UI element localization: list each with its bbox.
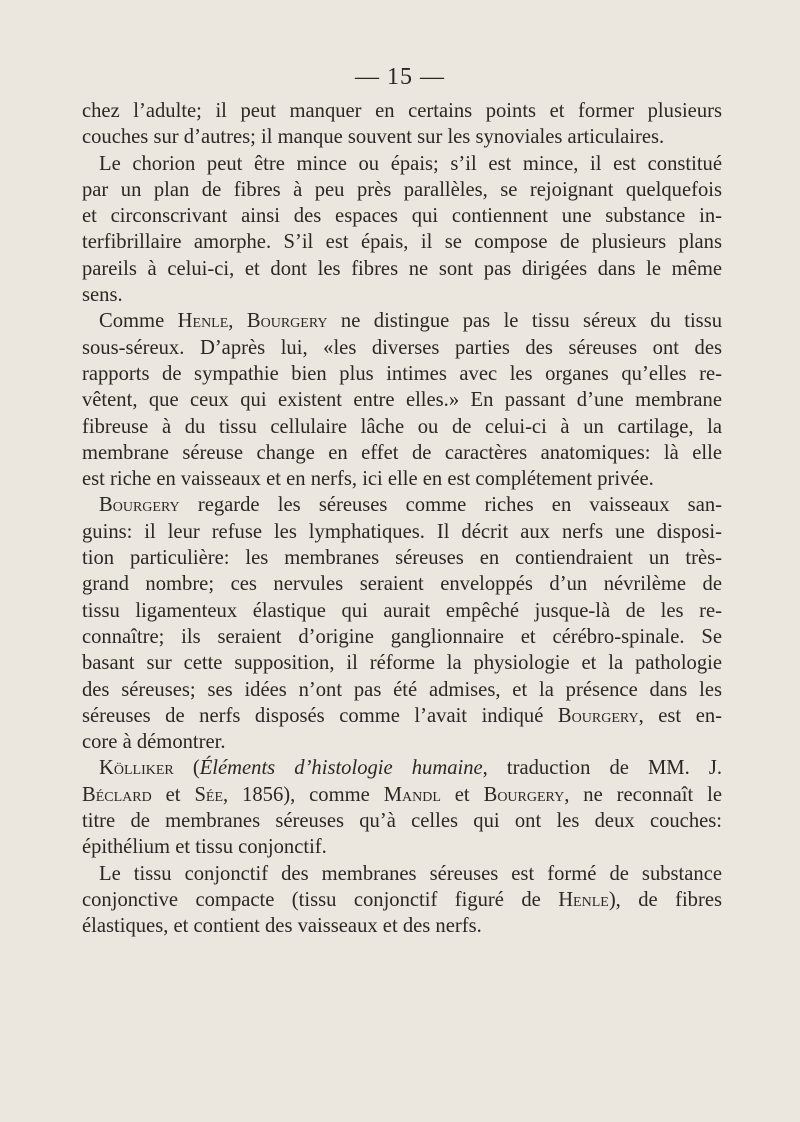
text-line [82,361,722,387]
text-segment: chez l’adulte; il peut manquer en certains points et former plusieurs [82,100,722,122]
text-line [82,124,722,150]
text-segment: et circonscrivant ainsi des espaces qui contiennent une substance in- [82,205,722,228]
text-segment: , est en- [638,704,722,727]
text-segment: Comme [99,310,178,333]
author-name: Mandl [383,783,441,806]
text-segment: , [228,310,247,333]
text-segment: ), de fibres [608,888,722,911]
text-segment: des séreuses; ses idées n’ont pas été admises, et la présence dans les [82,678,722,701]
text-line [82,861,722,887]
author-name: Bourgery [483,783,565,806]
text-line [82,887,722,913]
text-segment: par un plan de fibres à peu près parallèles, se rejoignant quelquefois [82,178,722,201]
author-name: Bourgery [99,494,180,517]
text-segment: conjonctive compacte (tissu conjonctif figuré de [82,888,559,911]
author-name: Kölliker [99,757,174,780]
text-line [82,308,722,334]
text-segment: couches sur d’autres; il manque souvent sur les synoviales articulaires. [82,126,665,149]
text-line [82,519,722,545]
book-title: Éléments d’histologie humaine [199,757,483,780]
text-segment: élastiques, et contient des vaisseaux et des nerfs. [82,915,482,938]
author-name: Sée [194,783,223,806]
text-line [82,808,722,834]
text-segment: vêtent, que ceux qui existent entre elles.» En passant d’une membrane [82,389,722,412]
page-number: — 15 — [355,64,445,90]
text-segment: regarde les séreuses comme riches en vaisseaux san- [179,494,722,517]
text-line [82,545,722,571]
text-segment: , ne reconnaît le [564,783,722,806]
text-segment: et [440,783,484,806]
text-segment: épithélium et tissu conjonctif. [82,836,327,859]
text-segment: fibreuse à du tissu cellulaire lâche ou de celui-ci à un cartilage, la [82,415,722,438]
text-line [82,177,722,203]
author-name: Bourgery [557,704,639,727]
text-segment: grand nombre; ces nervules seraient enveloppés d’un névrilème de [82,573,722,596]
text-segment: membrane séreuse change en effet de caractères anatomiques: là elle [82,441,722,464]
text-segment: tissu ligamenteux élastique qui aurait empêché jusque-là de les re- [82,599,722,622]
text-segment: terfibrillaire amorphe. S’il est épais, il se compose de plusieurs plans [82,231,722,254]
text-segment: tion particulière: les membranes séreuses en contiendraient un très- [82,547,722,570]
text-line [82,440,722,466]
text-segment: rapports de sympathie bien plus intimes avec les organes qu’elles re- [82,362,722,385]
author-name: Béclard [82,783,152,806]
text-segment: est riche en vaisseaux et en nerfs, ici elle en est complétement privée. [82,468,654,491]
text-line [82,229,722,255]
text-line [82,282,722,308]
text-segment: ne distingue pas le tissu séreux du tissu [327,310,723,333]
text-segment: , 1856), comme [223,783,384,806]
text-line [82,256,722,282]
text-line [82,571,722,597]
text-line [82,387,722,413]
text-line [82,834,722,860]
body-text [82,98,722,940]
text-line [82,151,722,177]
text-line [82,650,722,676]
text-segment: guins: il leur refuse les lymphatiques. Il décrit aux nerfs une disposi- [82,520,722,543]
text-line [82,203,722,229]
text-line [82,598,722,624]
text-segment: Le tissu conjonctif des membranes séreuses est formé de substance [99,862,722,885]
author-name: Henle [177,310,229,333]
text-line [82,729,722,755]
text-line [82,624,722,650]
text-line [82,782,722,808]
text-line [82,335,722,361]
text-line [82,98,722,124]
text-line [82,913,722,939]
text-segment: basant sur cette supposition, il réforme la physiologie et la pathologie [82,652,722,675]
text-line [82,466,722,492]
text-line [82,755,722,781]
text-segment: sens. [82,284,123,307]
text-line [82,492,722,518]
text-line [82,677,722,703]
text-segment: core à démontrer. [82,731,226,754]
text-line [82,414,722,440]
text-segment: titre de membranes séreuses qu’à celles qui ont les deux couches: [82,810,722,833]
text-segment: séreuses de nerfs disposés comme l’avait indiqué [82,704,558,727]
text-segment: connaître; ils seraient d’origine ganglionnaire et cérébro-spinale. Se [82,625,722,648]
author-name: Henle [558,888,609,911]
author-name: Bourgery [246,310,328,333]
text-segment: sous-séreux. D’après lui, «les diverses parties des séreuses ont des [82,336,722,359]
text-segment: Le chorion peut être mince ou épais; s’il est mince, il est constitué [99,152,722,175]
text-line [82,703,722,729]
text-segment: , traduction de MM. J. [482,757,723,780]
text-segment: pareils à celui-ci, et dont les fibres ne sont pas dirigées dans le même [82,257,722,280]
text-segment: ( [173,757,200,780]
text-segment: et [151,783,195,806]
